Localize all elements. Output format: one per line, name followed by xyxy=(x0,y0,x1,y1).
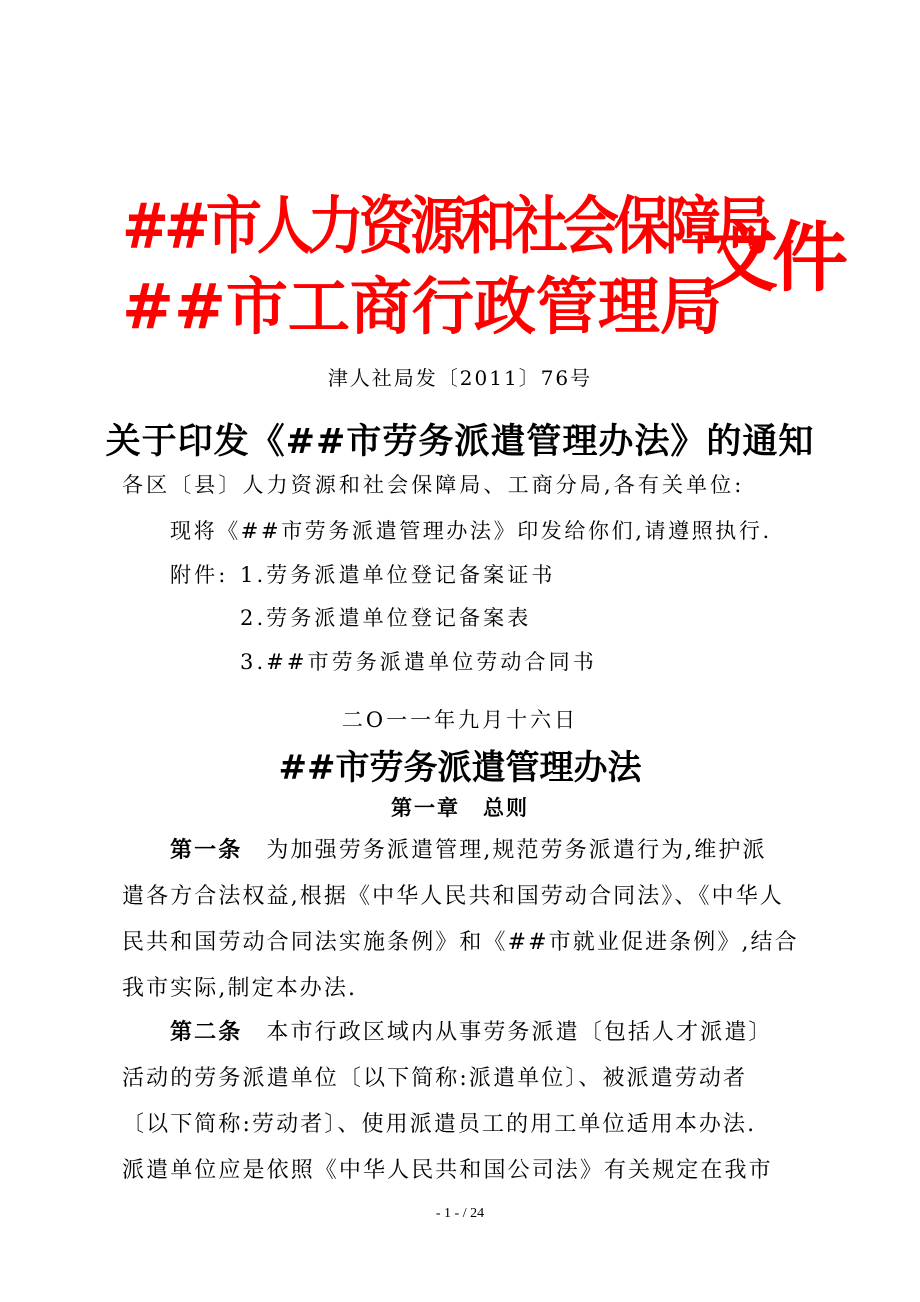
article-text-line: 活动的劳务派遣单位〔以下简称:派遣单位〕、被派遣劳动者 xyxy=(122,1066,748,1091)
article-text: 为加强劳务派遣管理,规范劳务派遣行为,维护派 xyxy=(242,838,767,863)
article-text-line: 我市实际,制定本办法. xyxy=(122,976,358,1001)
article-text: 本市行政区域内从事劳务派遣〔包括人才派遣〕 xyxy=(242,1020,773,1045)
article-1-first-line xyxy=(170,840,767,862)
notice-date: 二O一一年九月十六日 xyxy=(341,708,579,732)
issuer-name-hrss-bureau: ##市人力资源和社会保障局 xyxy=(122,190,767,264)
page-number: - 1 - / 24 xyxy=(435,1206,485,1221)
article-text-line: 民共和国劳动合同法实施条例》和《##市就业促进条例》,结合 xyxy=(122,930,799,955)
issuer-name-commerce-bureau: ##市工商行政管理局 xyxy=(122,270,722,343)
article-label: 第一条 xyxy=(170,838,243,863)
attachment-item: 3.##市劳务派遣单位劳动合同书 xyxy=(240,650,597,674)
document-number: 津人社局发〔2011〕76号 xyxy=(327,366,593,390)
attachment-item: 1.劳务派遣单位登记备案证书 xyxy=(240,563,556,587)
article-text-line: 〔以下简称:劳动者〕、使用派遣员工的用工单位适用本办法. xyxy=(122,1112,757,1137)
document-type-label: 文件 xyxy=(702,213,842,302)
chapter-heading: 第一章 总则 xyxy=(391,796,529,820)
attachment-item: 2.劳务派遣单位登记备案表 xyxy=(240,606,532,630)
measures-title: ##市劳务派遣管理办法 xyxy=(278,748,642,788)
salutation: 各区〔县〕人力资源和社会保障局、工商分局,各有关单位: xyxy=(122,473,745,497)
article-text-line: 遣各方合法权益,根据《中华人民共和国劳动合同法》、《中华人 xyxy=(122,884,784,909)
article-text-line: 派遣单位应是依照《中华人民共和国公司法》有关规定在我市 xyxy=(122,1158,773,1183)
article-2-first-line xyxy=(170,1022,773,1044)
notice-title: 关于印发《##市劳务派遣管理办法》的通知 xyxy=(105,421,815,462)
notice-intro: 现将《##市劳务派遣管理办法》印发给你们,请遵照执行. xyxy=(170,519,772,543)
article-label: 第二条 xyxy=(170,1020,243,1045)
attachments-label: 附件: xyxy=(170,563,229,587)
